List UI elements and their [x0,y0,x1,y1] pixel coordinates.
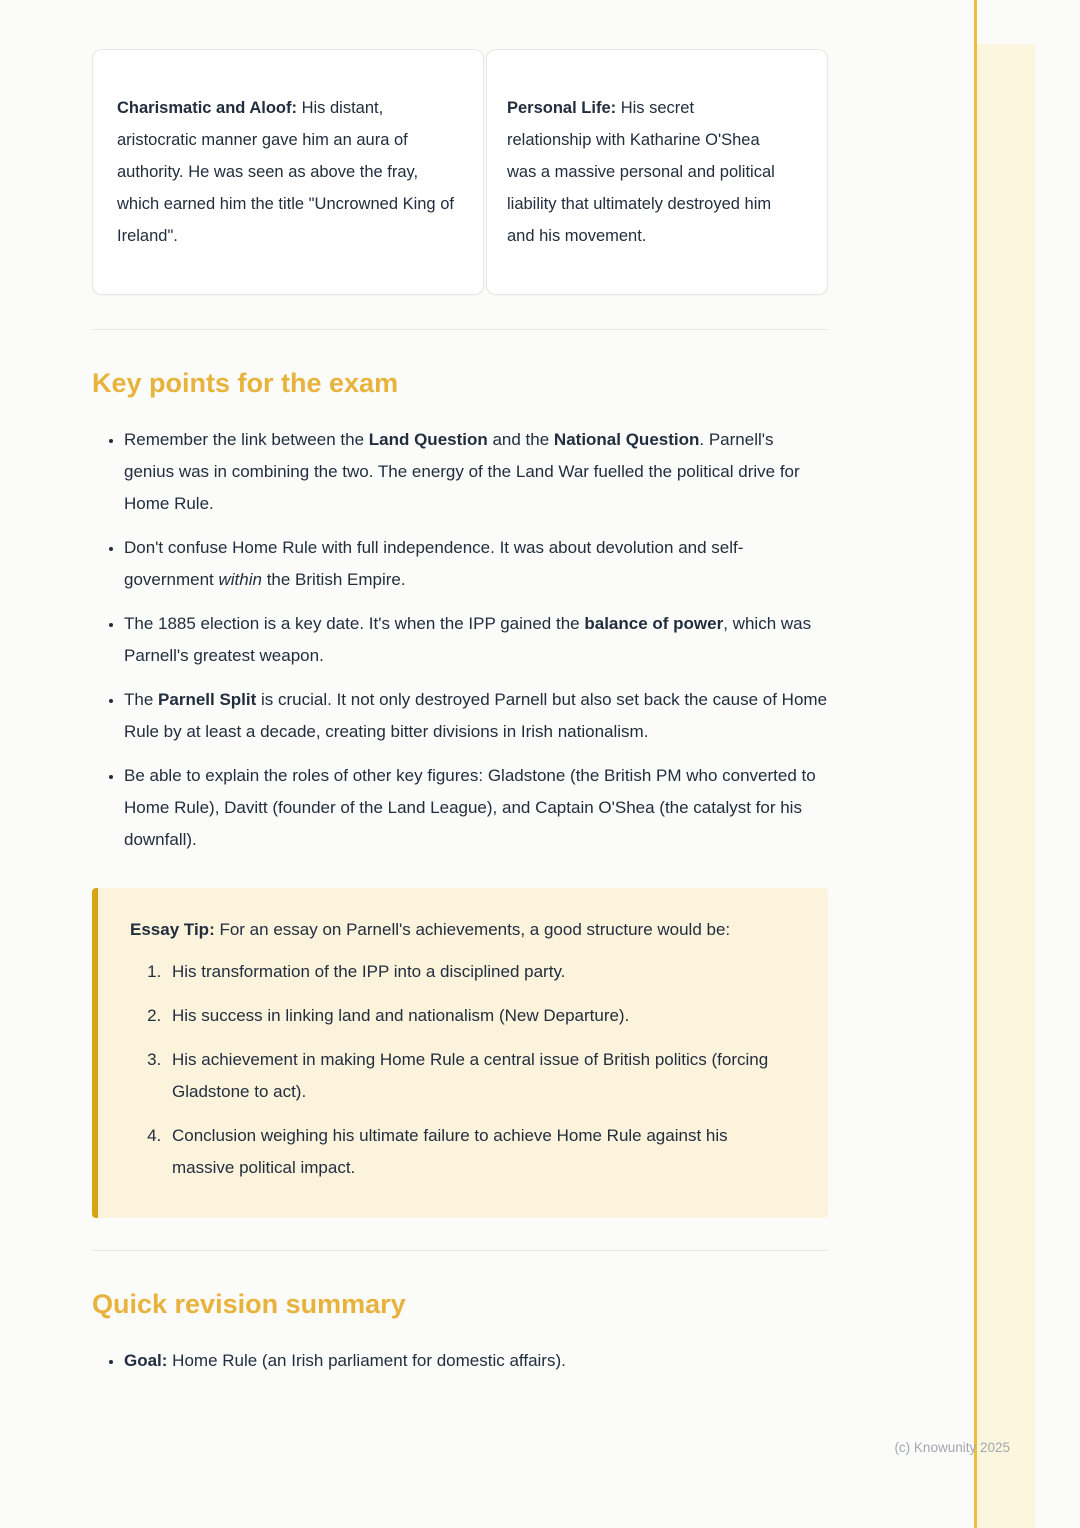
card-charismatic-aloof [92,49,484,295]
key-point-item-2: • Don't confuse Home Rule with full independence. It was about devolution and self-government within the British Empire. [124,532,828,596]
card-charismatic-aloof-text: Charismatic and Aloof: His distant, aristocratic manner gave him an aura of authority. He was seen as above the fray, which earned him the title "Uncrowned King of Ireland". [117,99,454,245]
revision-item-goal: • Goal: Home Rule (an Irish parliament for domestic affairs). [124,1345,828,1377]
traits-cards-row [92,49,828,295]
key-points-heading: Key points for the exam [92,368,399,398]
essay-tip-callout [92,888,828,1218]
essay-structure-item-1: 1. His transformation of the IPP into a disciplined party. [166,956,790,988]
essay-tip-intro: Essay Tip: For an essay on Parnell's achievements, a good structure would be: [130,920,731,939]
card-personal-life [486,49,828,295]
page-accent-line [974,0,977,1528]
copyright-watermark: (c) Knowunity 2025 [894,1440,1010,1455]
section-divider-bottom [92,1250,828,1251]
essay-structure-list [130,956,790,1184]
key-point-item-3: • The 1885 election is a key date. It's when the IPP gained the balance of power, which was Parnell's greatest weapon. [124,608,828,672]
essay-structure-item-2: 2. His success in linking land and nationalism (New Departure). [166,1000,790,1032]
page-side-band [977,44,1035,1528]
key-point-item-4: • The Parnell Split is crucial. It not only destroyed Parnell but also set back the cause of Home Rule by at least a decade, creating bitter divisions in Irish nationalism. [124,684,828,748]
key-point-item-1: • Remember the link between the Land Question and the National Question. Parnell's genius was in combining the two. The energy of the Land War fuelled the political drive for Home Rule. [124,424,828,520]
revision-heading: Quick revision summary [92,1289,406,1319]
essay-structure-item-4: 4. Conclusion weighing his ultimate failure to achieve Home Rule against his massive political impact. [166,1120,790,1184]
key-point-item-5: • Be able to explain the roles of other key figures: Gladstone (the British PM who converted to Home Rule), Davitt (founder of the Land League), and Captain O'Shea (the catalyst for his downfall). [124,760,828,856]
page-content [92,0,828,1389]
revision-list [92,1345,828,1377]
key-points-list [92,424,828,856]
card-personal-life-text: Personal Life: His secret relationship with Katharine O'Shea was a massive personal and political liability that ultimately destroyed him and his movement. [507,99,775,245]
essay-structure-item-3: 3. His achievement in making Home Rule a central issue of British politics (forcing Gladstone to act). [166,1044,790,1108]
section-divider-top [92,329,828,330]
